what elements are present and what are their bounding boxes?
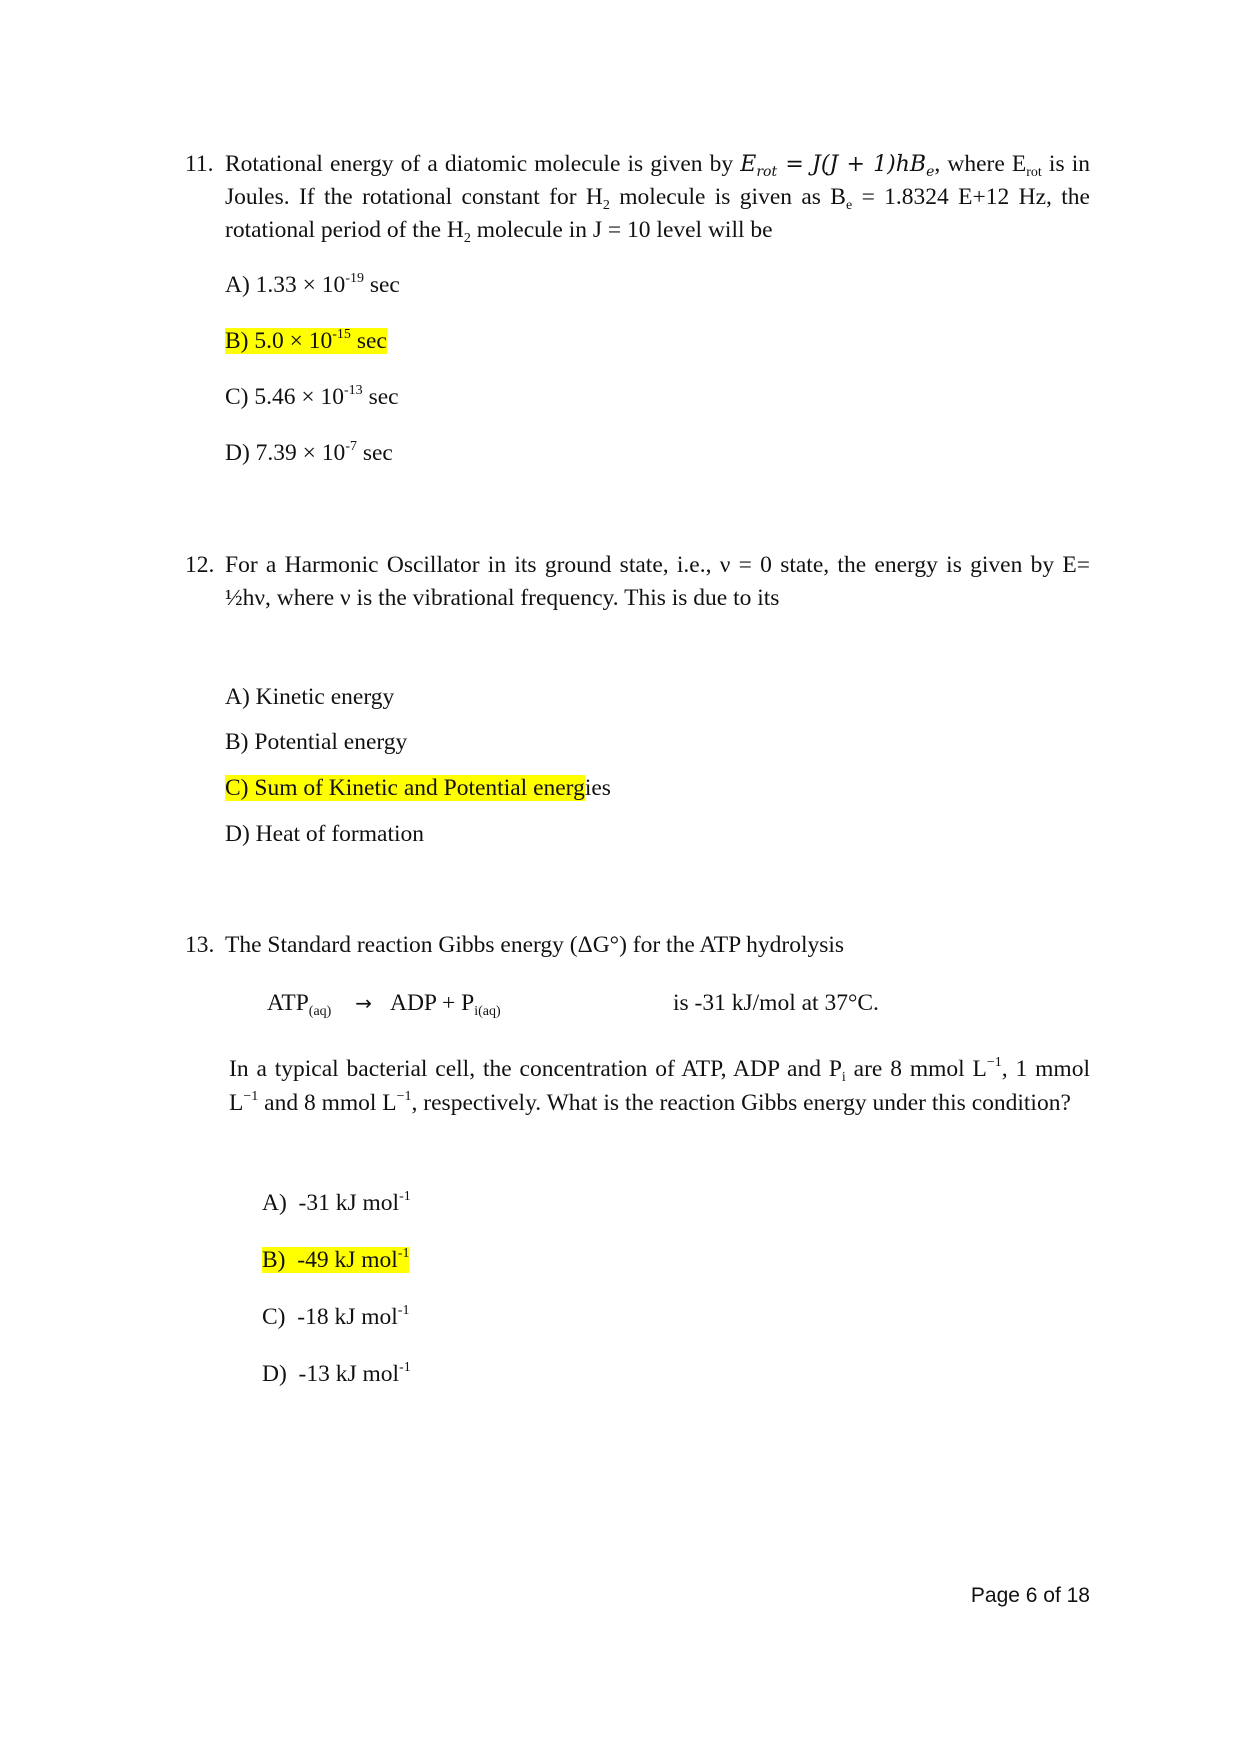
q11-option-d bbox=[225, 438, 393, 468]
q11-option-c bbox=[225, 382, 399, 412]
highlighted-answer: C) Sum of Kinetic and Potential energ bbox=[225, 775, 585, 801]
question-13-paragraph bbox=[229, 1052, 1090, 1120]
option-text: C) 5.46 × 10 bbox=[225, 384, 345, 410]
question-13 bbox=[185, 929, 1090, 962]
option-value: -13 kJ mol bbox=[298, 1361, 400, 1387]
q11-option-b bbox=[225, 326, 387, 356]
option-label: A) bbox=[262, 1190, 287, 1216]
reaction-equation bbox=[267, 990, 501, 1017]
superscript: −1 bbox=[396, 1089, 412, 1104]
q12-option-b: B) Potential energy bbox=[225, 729, 408, 755]
highlighted-answer bbox=[262, 1247, 409, 1273]
reaction-value: is -31 kJ/mol at 37°C. bbox=[673, 990, 879, 1016]
option-label: B) bbox=[262, 1247, 286, 1273]
question-number: 13. bbox=[185, 932, 215, 958]
product: ADP + P bbox=[389, 990, 475, 1016]
option-label: C) bbox=[262, 1304, 286, 1330]
option-exponent: -1 bbox=[399, 1189, 411, 1204]
text-segment: Rotational energy of a diatomic molecule is given by bbox=[225, 151, 741, 177]
option-exponent: -13 bbox=[344, 383, 363, 398]
option-exponent: -1 bbox=[397, 1303, 410, 1318]
text-segment: , 1 mmol L bbox=[229, 1056, 1090, 1116]
option-value: -49 kJ mol bbox=[297, 1247, 398, 1273]
subscript: i bbox=[841, 1070, 846, 1085]
page-number: Page 6 of 18 bbox=[970, 1584, 1090, 1607]
text-segment: molecule is given as B bbox=[609, 184, 846, 210]
energy-formula bbox=[740, 152, 935, 180]
text-segment: , respectively. What is the reaction Gibbs energy under this condition? bbox=[411, 1090, 1071, 1116]
text-segment: and 8 mmol L bbox=[258, 1090, 397, 1116]
text-segment: molecule in J = 10 level will be bbox=[470, 217, 773, 243]
question-number: 12. bbox=[185, 552, 215, 578]
option-unit: sec bbox=[356, 440, 393, 466]
option-unit: sec bbox=[350, 328, 387, 354]
option-unit: sec bbox=[363, 272, 400, 298]
option-exponent: -1 bbox=[399, 1360, 411, 1375]
q13-option-a bbox=[262, 1188, 411, 1218]
subscript: 2 bbox=[602, 198, 610, 213]
subscript: e bbox=[845, 198, 853, 213]
reactant-state: (aq) bbox=[308, 1004, 332, 1019]
option-exponent: -1 bbox=[397, 1246, 410, 1261]
q13-option-d bbox=[262, 1359, 411, 1389]
subscript: 2 bbox=[463, 231, 471, 246]
subscript: rot bbox=[1026, 165, 1042, 180]
question-12 bbox=[185, 549, 1090, 615]
arrow-icon: → bbox=[355, 991, 372, 1015]
q12-option-c bbox=[225, 773, 611, 803]
formula-rhs: = J(J + 1)hB bbox=[785, 152, 927, 177]
q13-option-c bbox=[262, 1302, 409, 1332]
question-text: The Standard reaction Gibbs energy (ΔG°) for the ATP hydrolysis bbox=[225, 932, 845, 958]
text-segment: are 8 mmol L bbox=[845, 1056, 987, 1082]
option-exponent: -7 bbox=[345, 439, 357, 454]
option-exponent: -15 bbox=[332, 327, 351, 342]
option-value: -31 kJ mol bbox=[298, 1190, 400, 1216]
question-text bbox=[225, 148, 1090, 247]
superscript: −1 bbox=[243, 1089, 259, 1104]
option-value: -18 kJ mol bbox=[297, 1304, 398, 1330]
option-tail: ies bbox=[584, 775, 611, 801]
formula-rhs-sub: e bbox=[926, 164, 935, 180]
formula-lhs: E bbox=[740, 152, 757, 177]
option-exponent: -19 bbox=[345, 271, 364, 286]
q12-option-a: A) Kinetic energy bbox=[225, 684, 395, 710]
question-number: 11. bbox=[185, 151, 214, 177]
question-text: For a Harmonic Oscillator in its ground state, i.e., ν = 0 state, the energy is given by E= ½hν, where ν is the vibrational frequency. This is due to its bbox=[225, 552, 1090, 611]
text-segment: , where E bbox=[934, 151, 1027, 177]
text-segment: is in Joules. If the rotational constant for H bbox=[225, 151, 1091, 210]
question-11 bbox=[185, 148, 1090, 247]
text-segment: In a typical bacterial cell, the concentration of ATP, ADP and P bbox=[229, 1056, 842, 1082]
q11-option-a bbox=[225, 270, 400, 300]
superscript: −1 bbox=[986, 1055, 1002, 1070]
text-segment: = 1.8324 E+12 Hz, the rotational period of the H bbox=[225, 184, 1090, 243]
option-text: D) 7.39 × 10 bbox=[225, 440, 346, 466]
option-text: A) 1.33 × 10 bbox=[225, 272, 346, 298]
option-text: B) 5.0 × 10 bbox=[225, 328, 333, 354]
reactant: ATP bbox=[267, 990, 309, 1016]
product-state: i(aq) bbox=[474, 1004, 501, 1019]
q13-option-b bbox=[262, 1245, 409, 1275]
highlighted-answer bbox=[225, 328, 387, 354]
formula-lhs-sub: rot bbox=[756, 164, 778, 180]
option-unit: sec bbox=[362, 384, 399, 410]
option-label: D) bbox=[262, 1361, 287, 1387]
q12-option-d: D) Heat of formation bbox=[225, 821, 425, 847]
